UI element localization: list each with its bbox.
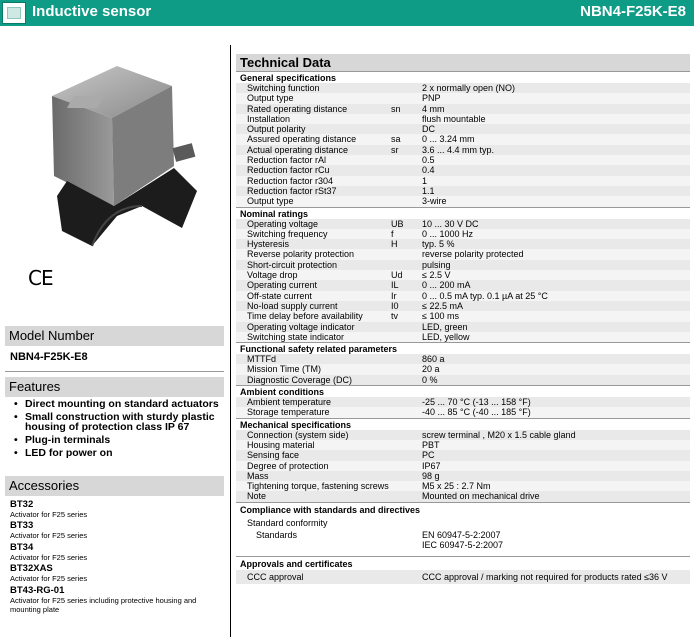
spec-symbol: H xyxy=(391,239,398,250)
spec-symbol: Ir xyxy=(391,290,397,301)
spec-row xyxy=(236,407,690,417)
accessory-desc: Activator for F25 series xyxy=(10,510,88,519)
spec-row xyxy=(236,165,690,175)
spec-row xyxy=(236,239,690,249)
feature-item: • Plug-in terminals xyxy=(12,435,227,445)
spec-parameter: Reverse polarity protection xyxy=(247,249,355,260)
spec-parameter: Operating current xyxy=(247,280,318,291)
accessory-name: BT32 xyxy=(10,499,34,510)
spec-value: screw terminal , M20 x 1.5 cable gland xyxy=(422,429,576,440)
spec-row xyxy=(236,196,690,206)
spec-row xyxy=(236,364,690,374)
spec-value: 0 ... 1000 Hz xyxy=(422,228,474,239)
spec-symbol: sr xyxy=(391,144,399,155)
spec-value: 1.1 xyxy=(422,185,435,196)
spec-value: -25 ... 70 °C (-13 ... 158 °F) xyxy=(422,397,531,408)
spec-value: flush mountable xyxy=(422,113,486,124)
spec-parameter: CCC approval xyxy=(247,571,304,582)
spec-value: 860 a xyxy=(422,354,445,365)
section-title: General specifications xyxy=(236,71,690,83)
technical-data-header: Technical Data xyxy=(236,54,690,71)
spec-parameter: Degree of protection xyxy=(247,460,329,471)
accessory-item xyxy=(10,585,224,614)
spec-parameter: MTTFd xyxy=(247,354,276,365)
spec-value: LED, green xyxy=(422,321,468,332)
spec-value: 0 ... 3.24 mm xyxy=(422,134,475,145)
spec-row xyxy=(236,83,690,93)
header-model-number: NBN4-F25K-E8 xyxy=(580,3,686,20)
accessory-item xyxy=(10,563,224,583)
accessory-name: BT32XAS xyxy=(10,563,53,574)
section-title: Mechanical specifications xyxy=(236,418,690,430)
spec-symbol: I0 xyxy=(391,300,399,311)
header-bar xyxy=(0,0,694,26)
accessories-header: Accessories xyxy=(5,476,224,496)
spec-row xyxy=(236,145,690,155)
spec-row xyxy=(236,280,690,290)
spec-parameter: Storage temperature xyxy=(247,407,330,418)
spec-row xyxy=(236,114,690,124)
spec-row xyxy=(236,491,690,501)
accessory-name: BT33 xyxy=(10,520,34,531)
spec-parameter: Actual operating distance xyxy=(247,144,349,155)
section-nominal xyxy=(236,219,690,343)
spec-parameter: Tightening torque, fastening screws xyxy=(247,481,389,492)
spec-parameter: Diagnostic Coverage (DC) xyxy=(247,374,353,385)
accessory-item xyxy=(10,499,224,519)
spec-value: CCC approval / marking not required for products rated ≤36 V xyxy=(422,571,668,582)
spec-row xyxy=(236,471,690,481)
spec-value: PNP xyxy=(422,93,441,104)
spec-symbol: Ud xyxy=(391,270,403,281)
spec-parameter: No-load supply current xyxy=(247,300,338,311)
spec-symbol: IL xyxy=(391,280,399,291)
spec-row xyxy=(236,155,690,165)
spec-symbol: UB xyxy=(391,218,404,229)
spec-value: 3.6 ... 4.4 mm typ. xyxy=(422,144,495,155)
spec-value: 20 a xyxy=(422,364,440,375)
spec-value: ≤ 22.5 mA xyxy=(422,300,463,311)
ce-mark-icon: CE xyxy=(28,266,53,290)
spec-row xyxy=(236,124,690,134)
spec-row xyxy=(236,93,690,103)
accessory-desc: Activator for F25 series xyxy=(10,553,88,562)
accessory-item xyxy=(10,520,224,540)
spec-row xyxy=(236,570,690,584)
section-title: Approvals and certificates xyxy=(236,556,690,570)
spec-row xyxy=(236,176,690,186)
spec-parameter: Reduction factor r304 xyxy=(247,175,334,186)
spec-value: 2 x normally open (NO) xyxy=(422,83,516,93)
spec-parameter: Switching function xyxy=(247,83,320,93)
spec-parameter: Voltage drop xyxy=(247,270,298,281)
spec-symbol: sn xyxy=(391,103,401,114)
section-general xyxy=(236,83,690,207)
spec-parameter: Reduction factor rAl xyxy=(247,155,327,166)
spec-value: M5 x 25 : 2.7 Nm xyxy=(422,481,491,492)
spec-parameter: Output polarity xyxy=(247,124,306,135)
spec-value: -40 ... 85 °C (-40 ... 185 °F) xyxy=(422,407,531,418)
spec-value: 0.5 xyxy=(422,155,435,166)
spec-value: Mounted on mechanical drive xyxy=(422,491,540,502)
spec-parameter: Installation xyxy=(247,113,291,124)
spec-value: 98 g xyxy=(422,470,440,481)
accessory-desc: Activator for F25 series xyxy=(10,531,88,540)
spec-value: ≤ 100 ms xyxy=(422,311,459,322)
spec-parameter: Hysteresis xyxy=(247,239,290,250)
left-column xyxy=(0,26,228,637)
spec-row xyxy=(236,270,690,280)
divider xyxy=(5,371,224,372)
spec-value: 1 xyxy=(422,175,428,186)
spec-parameter: Rated operating distance xyxy=(247,103,348,114)
spec-parameter: Assured operating distance xyxy=(247,134,357,145)
section-title: Nominal ratings xyxy=(236,207,690,219)
spec-row xyxy=(236,134,690,144)
spec-value: 10 ... 30 V DC xyxy=(422,218,479,229)
spec-value: PBT xyxy=(422,439,440,450)
spec-row: Standards EN 60947-5-2:2007 IEC 60947-5-2:2007 xyxy=(236,530,690,552)
model-number-value: NBN4-F25K-E8 xyxy=(10,351,88,363)
accessory-desc: Activator for F25 series including protective housing and mounting plate xyxy=(10,596,197,614)
accessory-name: BT43-RG-01 xyxy=(10,585,65,596)
accessory-name: BT34 xyxy=(10,542,34,553)
spec-row xyxy=(236,311,690,321)
spec-row xyxy=(236,354,690,364)
section-approvals xyxy=(236,570,690,584)
spec-row xyxy=(236,104,690,114)
section-title: Compliance with standards and directives xyxy=(236,502,690,516)
spec-row xyxy=(236,260,690,270)
accessory-item xyxy=(10,542,224,562)
spec-row xyxy=(236,397,690,407)
brand-logo-icon xyxy=(2,2,26,24)
spec-row xyxy=(236,186,690,196)
spec-value: 0 % xyxy=(422,374,438,385)
features-header: Features xyxy=(5,377,224,397)
spec-parameter: Reduction factor rSt37 xyxy=(247,185,337,196)
spec-value: 0 ... 0.5 mA typ. 0.1 µA at 25 °C xyxy=(422,290,548,301)
spec-parameter: Note xyxy=(247,491,267,502)
spec-value: pulsing xyxy=(422,259,451,270)
accessory-desc: Activator for F25 series xyxy=(10,574,88,583)
spec-value: DC xyxy=(422,124,435,135)
spec-parameter: Operating voltage indicator xyxy=(247,321,355,332)
spec-row xyxy=(236,291,690,301)
spec-row: Standard conformity xyxy=(236,516,690,530)
spec-row xyxy=(236,481,690,491)
spec-row xyxy=(236,450,690,460)
spec-parameter: Output type xyxy=(247,93,294,104)
spec-row xyxy=(236,461,690,471)
section-ambient xyxy=(236,397,690,418)
spec-parameter: Time delay before availability xyxy=(247,311,363,322)
page-title: Inductive sensor xyxy=(32,3,152,20)
technical-data-table xyxy=(236,71,690,584)
spec-parameter: Mass xyxy=(247,470,269,481)
spec-value: IP67 xyxy=(422,460,441,471)
spec-value: typ. 5 % xyxy=(422,239,455,250)
spec-parameter: Output type xyxy=(247,196,294,207)
spec-parameter: Connection (system side) xyxy=(247,429,349,440)
spec-symbol: f xyxy=(391,228,394,239)
spec-value: 0.4 xyxy=(422,165,435,176)
feature-item: • Direct mounting on standard actuators xyxy=(12,399,227,409)
spec-parameter: Housing material xyxy=(247,439,315,450)
spec-symbol: sa xyxy=(391,134,401,145)
feature-item: • LED for power on xyxy=(12,448,227,458)
spec-row xyxy=(236,332,690,342)
spec-parameter: Reduction factor rCu xyxy=(247,165,330,176)
spec-parameter: Mission Time (TM) xyxy=(247,364,321,375)
spec-value: reverse polarity protected xyxy=(422,249,524,260)
section-title: Ambient conditions xyxy=(236,385,690,397)
spec-row xyxy=(236,249,690,259)
spec-row xyxy=(236,440,690,450)
spec-parameter: Ambient temperature xyxy=(247,397,332,408)
spec-parameter: Sensing face xyxy=(247,450,300,461)
section-safety xyxy=(236,354,690,385)
spec-value: PC xyxy=(422,450,435,461)
spec-row xyxy=(236,375,690,385)
spec-parameter: Off-state current xyxy=(247,290,312,301)
spec-parameter: Operating voltage xyxy=(247,218,319,229)
product-photo xyxy=(22,56,212,256)
feature-item: • Small construction with sturdy plastic housing of protection class IP 67 xyxy=(12,412,227,432)
model-number-header: Model Number xyxy=(5,326,224,346)
spec-value: 3-wire xyxy=(422,196,447,207)
spec-parameter: Switching frequency xyxy=(247,228,328,239)
spec-row xyxy=(236,301,690,311)
section-mechanical xyxy=(236,430,690,502)
column-divider xyxy=(230,45,231,637)
spec-row xyxy=(236,430,690,440)
spec-row xyxy=(236,322,690,332)
spec-symbol: tv xyxy=(391,311,399,322)
spec-row xyxy=(236,219,690,229)
spec-value: LED, yellow xyxy=(422,331,470,342)
spec-value: 0 ... 200 mA xyxy=(422,280,471,291)
spec-value: 4 mm xyxy=(422,103,445,114)
spec-parameter: Short-circuit protection xyxy=(247,259,338,270)
spec-row xyxy=(236,229,690,239)
spec-value: ≤ 2.5 V xyxy=(422,270,451,281)
spec-parameter: Switching state indicator xyxy=(247,331,345,342)
section-title: Functional safety related parameters xyxy=(236,342,690,354)
features-list xyxy=(12,399,227,461)
